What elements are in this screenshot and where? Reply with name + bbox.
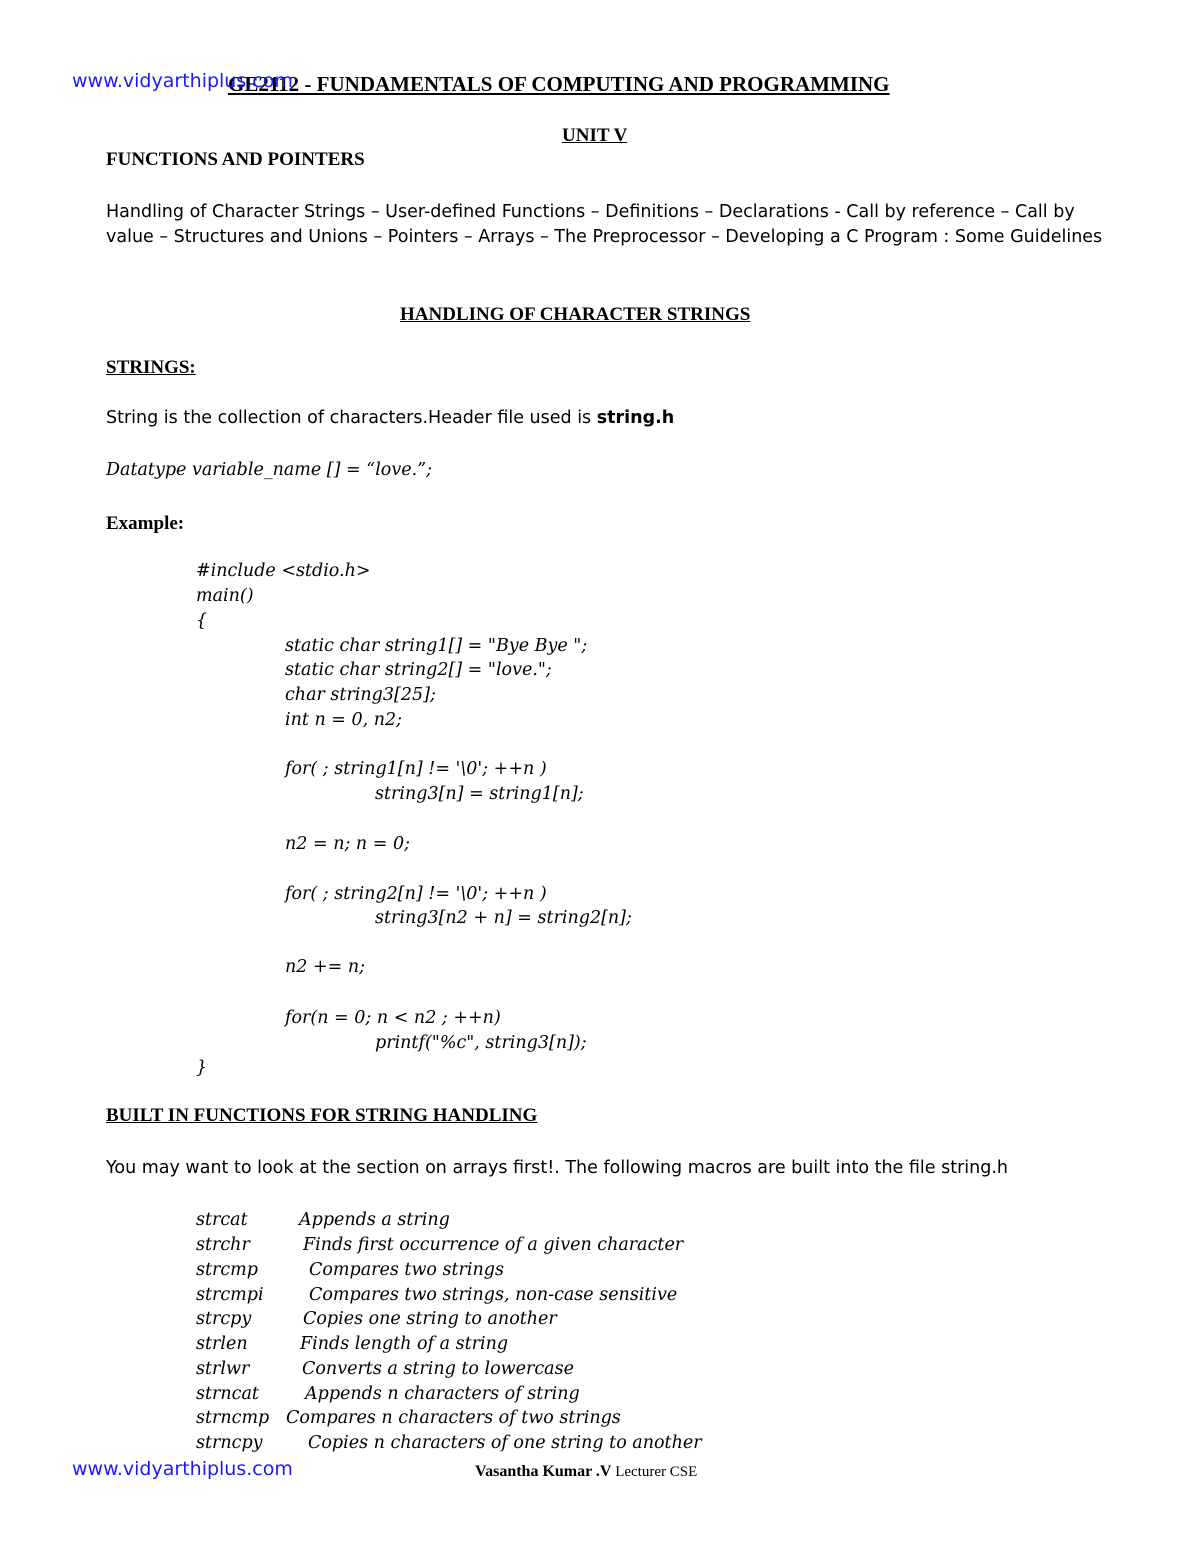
code-line: static char string2[] = "love."; bbox=[285, 660, 552, 680]
code-line: for( ; string2[n] != '\0'; ++n ) bbox=[285, 884, 547, 904]
code-line: printf("%c", string3[n]); bbox=[375, 1033, 587, 1053]
function-description: Converts a string to lowercase bbox=[302, 1359, 574, 1379]
code-line: char string3[25]; bbox=[285, 685, 436, 705]
function-description: Compares two strings bbox=[309, 1260, 504, 1280]
course-title: GE2112 - FUNDAMENTALS OF COMPUTING AND PROGRAMMING bbox=[228, 72, 890, 96]
function-name: strcmp bbox=[196, 1260, 258, 1280]
watermark-top[interactable]: www.vidyarthiplus.com bbox=[72, 70, 293, 92]
unit-subject: FUNCTIONS AND POINTERS bbox=[106, 149, 365, 170]
code-line: for(n = 0; n < n2 ; ++n) bbox=[285, 1008, 501, 1028]
author-name: Vasantha Kumar .V bbox=[475, 1463, 612, 1480]
function-name: strncmp bbox=[196, 1408, 270, 1428]
syllabus-text: Handling of Character Strings – User-defined Functions – Definitions – Declarations - Call by reference – Call by value – Structures and Unions – Pointers – Arrays – The Preprocessor – Developing a C Program : Some Guidelines bbox=[106, 202, 1103, 247]
function-name: strlwr bbox=[196, 1359, 250, 1379]
function-description: Finds first occurrence of a given character bbox=[303, 1235, 684, 1255]
code-line: #include <stdio.h> bbox=[196, 561, 371, 581]
section-heading-builtin: BUILT IN FUNCTIONS FOR STRING HANDLING bbox=[106, 1105, 538, 1126]
function-name: strcmpi bbox=[196, 1285, 264, 1305]
function-name: strlen bbox=[196, 1334, 248, 1354]
function-name: strchr bbox=[196, 1235, 250, 1255]
footer-author bbox=[475, 1463, 697, 1481]
function-name: strncpy bbox=[196, 1433, 263, 1453]
code-line: { bbox=[196, 611, 208, 631]
function-description: Copies n characters of one string to another bbox=[308, 1433, 702, 1453]
function-description: Compares two strings, non-case sensitive bbox=[309, 1285, 678, 1305]
function-name: strncat bbox=[196, 1384, 259, 1404]
code-line: } bbox=[196, 1058, 208, 1078]
string-syntax: Datatype variable_name [] = “love.”; bbox=[106, 460, 432, 480]
example-label: Example: bbox=[106, 513, 185, 534]
function-description: Compares n characters of two strings bbox=[286, 1408, 621, 1428]
function-description: Finds length of a string bbox=[300, 1334, 509, 1354]
function-name: strcpy bbox=[196, 1309, 252, 1329]
author-role: Lecturer CSE bbox=[615, 1464, 698, 1480]
strings-intro bbox=[106, 408, 674, 428]
code-line: string3[n2 + n] = string2[n]; bbox=[375, 908, 632, 928]
builtin-intro: You may want to look at the section on arrays first!. The following macros are built into the file string.h bbox=[106, 1158, 1008, 1178]
code-line: n2 = n; n = 0; bbox=[285, 834, 411, 854]
code-line: static char string1[] = "Bye Bye "; bbox=[285, 636, 588, 656]
function-name: strcat bbox=[196, 1210, 248, 1230]
code-line: int n = 0, n2; bbox=[285, 710, 403, 730]
strings-intro-text: String is the collection of characters.Header file used is bbox=[106, 408, 597, 428]
strings-intro-header-file: string.h bbox=[596, 408, 675, 428]
code-line: for( ; string1[n] != '\0'; ++n ) bbox=[285, 759, 547, 779]
code-line: main() bbox=[196, 586, 254, 606]
unit-label: UNIT V bbox=[562, 125, 628, 146]
strings-subheading: STRINGS: bbox=[106, 357, 196, 378]
code-line: string3[n] = string1[n]; bbox=[375, 784, 584, 804]
function-description: Appends n characters of string bbox=[305, 1384, 580, 1404]
code-line: n2 += n; bbox=[285, 957, 366, 977]
watermark-bottom[interactable]: www.vidyarthiplus.com bbox=[72, 1458, 293, 1480]
section-heading-strings: HANDLING OF CHARACTER STRINGS bbox=[400, 304, 751, 325]
function-description: Copies one string to another bbox=[303, 1309, 557, 1329]
function-description: Appends a string bbox=[299, 1210, 450, 1230]
